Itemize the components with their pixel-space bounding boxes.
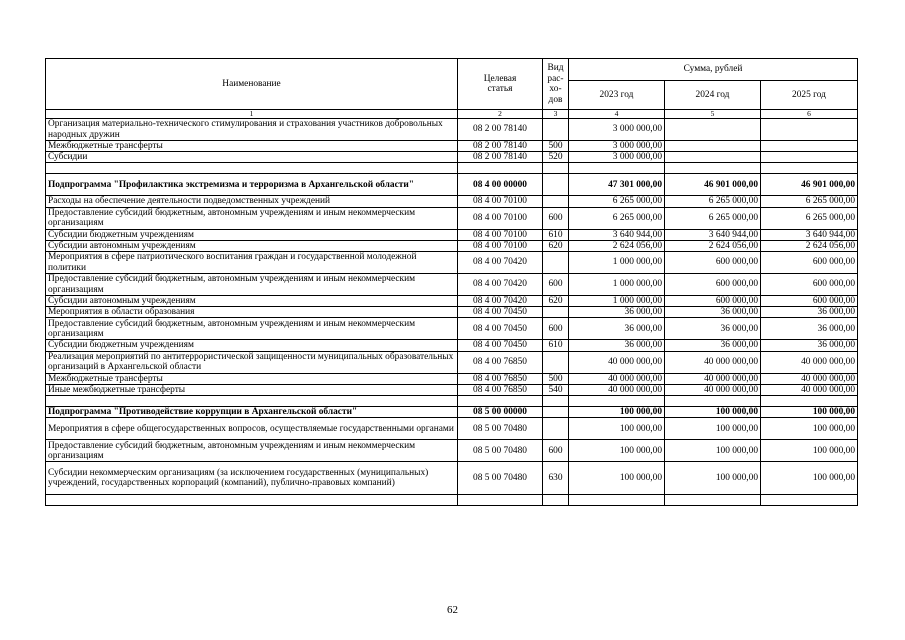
- row-amount-2025: [761, 152, 858, 163]
- row-name: Мероприятия в сфере общегосударственных вопросов, осуществляемые государственными органами: [46, 418, 458, 440]
- row-code: 08 4 00 70100: [458, 207, 543, 229]
- row-code: 08 4 00 70100: [458, 240, 543, 251]
- table-row: [46, 196, 858, 207]
- row-amount-2024: 100 000,00: [665, 462, 761, 495]
- row-amount-2025: 600 000,00: [761, 252, 858, 274]
- row-vid: [543, 307, 569, 318]
- row-amount-2023: 40 000 000,00: [569, 351, 665, 373]
- header-2025: 2025 год: [761, 81, 858, 110]
- row-vid: 620: [543, 240, 569, 251]
- row-amount-2023: 6 265 000,00: [569, 196, 665, 207]
- row-amount-2025: [761, 119, 858, 141]
- row-name: Иные межбюджетные трансферты: [46, 384, 458, 395]
- row-amount-2025: 40 000 000,00: [761, 384, 858, 395]
- row-amount-2023: [569, 163, 665, 174]
- row-code: 08 4 00 76850: [458, 351, 543, 373]
- table-row: [46, 351, 858, 373]
- table-row: [46, 307, 858, 318]
- row-amount-2023: 36 000,00: [569, 318, 665, 340]
- row-name: Субсидии автономным учреждениям: [46, 240, 458, 251]
- row-vid: 600: [543, 274, 569, 296]
- column-number: 6: [761, 110, 858, 119]
- row-vid: 630: [543, 462, 569, 495]
- row-name: Межбюджетные трансферты: [46, 373, 458, 384]
- row-name: Субсидии бюджетным учреждениям: [46, 229, 458, 240]
- row-amount-2023: 1 000 000,00: [569, 296, 665, 307]
- table-row: [46, 174, 858, 196]
- row-amount-2024: 100 000,00: [665, 418, 761, 440]
- table-row: [46, 396, 858, 407]
- row-code: 08 4 00 70100: [458, 229, 543, 240]
- row-amount-2024: [665, 396, 761, 407]
- row-vid: 600: [543, 318, 569, 340]
- row-amount-2025: [761, 495, 858, 506]
- row-amount-2025: 40 000 000,00: [761, 351, 858, 373]
- row-amount-2024: [665, 163, 761, 174]
- table-row: [46, 141, 858, 152]
- row-name: Предоставление субсидий бюджетным, автономным учреждениям и иным некоммерческим организациям: [46, 274, 458, 296]
- row-name: Субсидии автономным учреждениям: [46, 296, 458, 307]
- row-name: [46, 163, 458, 174]
- table-row: [46, 274, 858, 296]
- row-amount-2024: 36 000,00: [665, 307, 761, 318]
- row-amount-2023: 3 640 944,00: [569, 229, 665, 240]
- row-name: Расходы на обеспечение деятельности подведомственных учреждений: [46, 196, 458, 207]
- row-vid: [543, 396, 569, 407]
- row-amount-2025: 6 265 000,00: [761, 196, 858, 207]
- row-vid: [543, 119, 569, 141]
- row-amount-2024: 46 901 000,00: [665, 174, 761, 196]
- row-vid: 520: [543, 152, 569, 163]
- table-row: [46, 296, 858, 307]
- row-amount-2023: 40 000 000,00: [569, 384, 665, 395]
- row-amount-2025: [761, 396, 858, 407]
- column-number: 4: [569, 110, 665, 119]
- budget-table: [45, 58, 858, 506]
- row-amount-2023: 3 000 000,00: [569, 152, 665, 163]
- row-vid: 600: [543, 440, 569, 462]
- row-code: [458, 495, 543, 506]
- row-code: 08 2 00 78140: [458, 152, 543, 163]
- row-amount-2023: 100 000,00: [569, 418, 665, 440]
- row-vid: [543, 351, 569, 373]
- row-code: 08 4 00 70420: [458, 252, 543, 274]
- row-amount-2024: 2 624 056,00: [665, 240, 761, 251]
- row-code: 08 4 00 70100: [458, 196, 543, 207]
- row-amount-2025: 6 265 000,00: [761, 207, 858, 229]
- row-amount-2023: [569, 396, 665, 407]
- row-name: Мероприятия в сфере патриотического воспитания граждан и государственной молодежной политики: [46, 252, 458, 274]
- row-amount-2023: 3 000 000,00: [569, 141, 665, 152]
- row-amount-2025: 100 000,00: [761, 418, 858, 440]
- table-row: [46, 384, 858, 395]
- table-row: [46, 119, 858, 141]
- header-vid-line: дов: [548, 94, 563, 105]
- row-name: Мероприятия в области образования: [46, 307, 458, 318]
- row-code: 08 5 00 70480: [458, 418, 543, 440]
- column-number: 2: [458, 110, 543, 119]
- header-2024: 2024 год: [665, 81, 761, 110]
- row-amount-2025: 36 000,00: [761, 318, 858, 340]
- header-name: Наименование: [46, 59, 458, 110]
- row-amount-2023: 47 301 000,00: [569, 174, 665, 196]
- row-name: [46, 495, 458, 506]
- table-row: [46, 318, 858, 340]
- header-vid: [543, 59, 569, 110]
- row-amount-2025: 2 624 056,00: [761, 240, 858, 251]
- row-amount-2024: 600 000,00: [665, 274, 761, 296]
- row-vid: [543, 252, 569, 274]
- row-name: Подпрограмма "Противодействие коррупции в Архангельской области": [46, 407, 458, 418]
- row-code: [458, 396, 543, 407]
- row-vid: [543, 174, 569, 196]
- table-row: [46, 495, 858, 506]
- column-number: 5: [665, 110, 761, 119]
- row-amount-2024: [665, 141, 761, 152]
- row-name: Субсидии некоммерческим организациям (за исключением государственных (муниципальных) учреждений, государственных корпораций (компаний), публично-правовых компаний): [46, 462, 458, 495]
- row-amount-2024: [665, 119, 761, 141]
- row-amount-2024: 100 000,00: [665, 407, 761, 418]
- row-code: 08 4 00 76850: [458, 373, 543, 384]
- header-target: Целевая статья: [458, 59, 543, 110]
- row-amount-2024: [665, 495, 761, 506]
- header-sum: Сумма, рублей: [569, 59, 858, 81]
- row-code: 08 5 00 70480: [458, 462, 543, 495]
- table-row: [46, 373, 858, 384]
- row-amount-2023: 1 000 000,00: [569, 252, 665, 274]
- table-row: [46, 240, 858, 251]
- row-amount-2023: 2 624 056,00: [569, 240, 665, 251]
- row-name: Субсидии: [46, 152, 458, 163]
- row-amount-2025: 46 901 000,00: [761, 174, 858, 196]
- row-name: Предоставление субсидий бюджетным, автономным учреждениям и иным некоммерческим организациям: [46, 207, 458, 229]
- table-row: [46, 462, 858, 495]
- row-code: 08 4 00 70450: [458, 318, 543, 340]
- row-name: Организация материально-технического стимулирования и страхования участников добровольных народных дружин: [46, 119, 458, 141]
- table-row: [46, 152, 858, 163]
- row-vid: 610: [543, 340, 569, 351]
- table-body: [46, 119, 858, 506]
- row-vid: 500: [543, 373, 569, 384]
- table-row: [46, 440, 858, 462]
- row-amount-2023: 3 000 000,00: [569, 119, 665, 141]
- row-amount-2025: 100 000,00: [761, 407, 858, 418]
- row-amount-2024: 40 000 000,00: [665, 351, 761, 373]
- row-amount-2023: 40 000 000,00: [569, 373, 665, 384]
- row-code: [458, 163, 543, 174]
- row-vid: [543, 163, 569, 174]
- row-amount-2024: 600 000,00: [665, 252, 761, 274]
- table-row: [46, 163, 858, 174]
- row-amount-2023: [569, 495, 665, 506]
- row-code: 08 2 00 78140: [458, 141, 543, 152]
- row-amount-2025: 100 000,00: [761, 440, 858, 462]
- table-row: [46, 418, 858, 440]
- row-code: 08 4 00 70450: [458, 307, 543, 318]
- row-vid: 500: [543, 141, 569, 152]
- row-amount-2024: 40 000 000,00: [665, 384, 761, 395]
- row-amount-2023: 6 265 000,00: [569, 207, 665, 229]
- table-row: [46, 229, 858, 240]
- header-2023: 2023 год: [569, 81, 665, 110]
- column-number: 3: [543, 110, 569, 119]
- row-amount-2025: 600 000,00: [761, 296, 858, 307]
- row-code: 08 4 00 70420: [458, 274, 543, 296]
- row-amount-2024: 3 640 944,00: [665, 229, 761, 240]
- row-amount-2023: 1 000 000,00: [569, 274, 665, 296]
- row-amount-2023: 36 000,00: [569, 307, 665, 318]
- row-name: Реализация мероприятий по антитеррористической защищенности муниципальных образовательных организаций в Архангельской области: [46, 351, 458, 373]
- row-vid: 540: [543, 384, 569, 395]
- row-amount-2025: 40 000 000,00: [761, 373, 858, 384]
- row-vid: [543, 196, 569, 207]
- row-amount-2025: [761, 141, 858, 152]
- header-vid-line: хо-: [549, 84, 562, 94]
- row-code: 08 4 00 70420: [458, 296, 543, 307]
- row-code: 08 5 00 00000: [458, 407, 543, 418]
- row-vid: [543, 495, 569, 506]
- row-name: Подпрограмма "Профилактика экстремизма и терроризма в Архангельской области": [46, 174, 458, 196]
- row-amount-2025: 36 000,00: [761, 340, 858, 351]
- row-amount-2024: 100 000,00: [665, 440, 761, 462]
- row-amount-2025: [761, 163, 858, 174]
- page-number: 62: [447, 604, 458, 616]
- row-amount-2024: 40 000 000,00: [665, 373, 761, 384]
- row-amount-2025: 3 640 944,00: [761, 229, 858, 240]
- row-amount-2024: 36 000,00: [665, 318, 761, 340]
- row-amount-2023: 100 000,00: [569, 462, 665, 495]
- row-amount-2024: 600 000,00: [665, 296, 761, 307]
- row-vid: 600: [543, 207, 569, 229]
- table-row: [46, 252, 858, 274]
- row-amount-2024: [665, 152, 761, 163]
- row-code: 08 2 00 78140: [458, 119, 543, 141]
- row-vid: 610: [543, 229, 569, 240]
- column-number: 1: [46, 110, 458, 119]
- table-row: [46, 340, 858, 351]
- row-amount-2023: 36 000,00: [569, 340, 665, 351]
- header-vid-line: Вид: [547, 63, 564, 73]
- row-name: Субсидии бюджетным учреждениям: [46, 340, 458, 351]
- row-code: 08 4 00 70450: [458, 340, 543, 351]
- row-amount-2025: 36 000,00: [761, 307, 858, 318]
- row-amount-2024: 36 000,00: [665, 340, 761, 351]
- row-amount-2023: 100 000,00: [569, 440, 665, 462]
- row-code: 08 4 00 76850: [458, 384, 543, 395]
- row-vid: [543, 418, 569, 440]
- row-amount-2025: 100 000,00: [761, 462, 858, 495]
- table-row: [46, 407, 858, 418]
- row-amount-2023: 100 000,00: [569, 407, 665, 418]
- row-vid: 620: [543, 296, 569, 307]
- table-row: [46, 207, 858, 229]
- row-name: Межбюджетные трансферты: [46, 141, 458, 152]
- row-code: 08 4 00 00000: [458, 174, 543, 196]
- row-amount-2024: 6 265 000,00: [665, 207, 761, 229]
- row-name: [46, 396, 458, 407]
- row-amount-2024: 6 265 000,00: [665, 196, 761, 207]
- row-amount-2025: 600 000,00: [761, 274, 858, 296]
- row-code: 08 5 00 70480: [458, 440, 543, 462]
- row-vid: [543, 407, 569, 418]
- row-name: Предоставление субсидий бюджетным, автономным учреждениям и иным некоммерческим организациям: [46, 440, 458, 462]
- header-vid-line: рас-: [547, 73, 564, 84]
- row-name: Предоставление субсидий бюджетным, автономным учреждениям и иным некоммерческим организациям: [46, 318, 458, 340]
